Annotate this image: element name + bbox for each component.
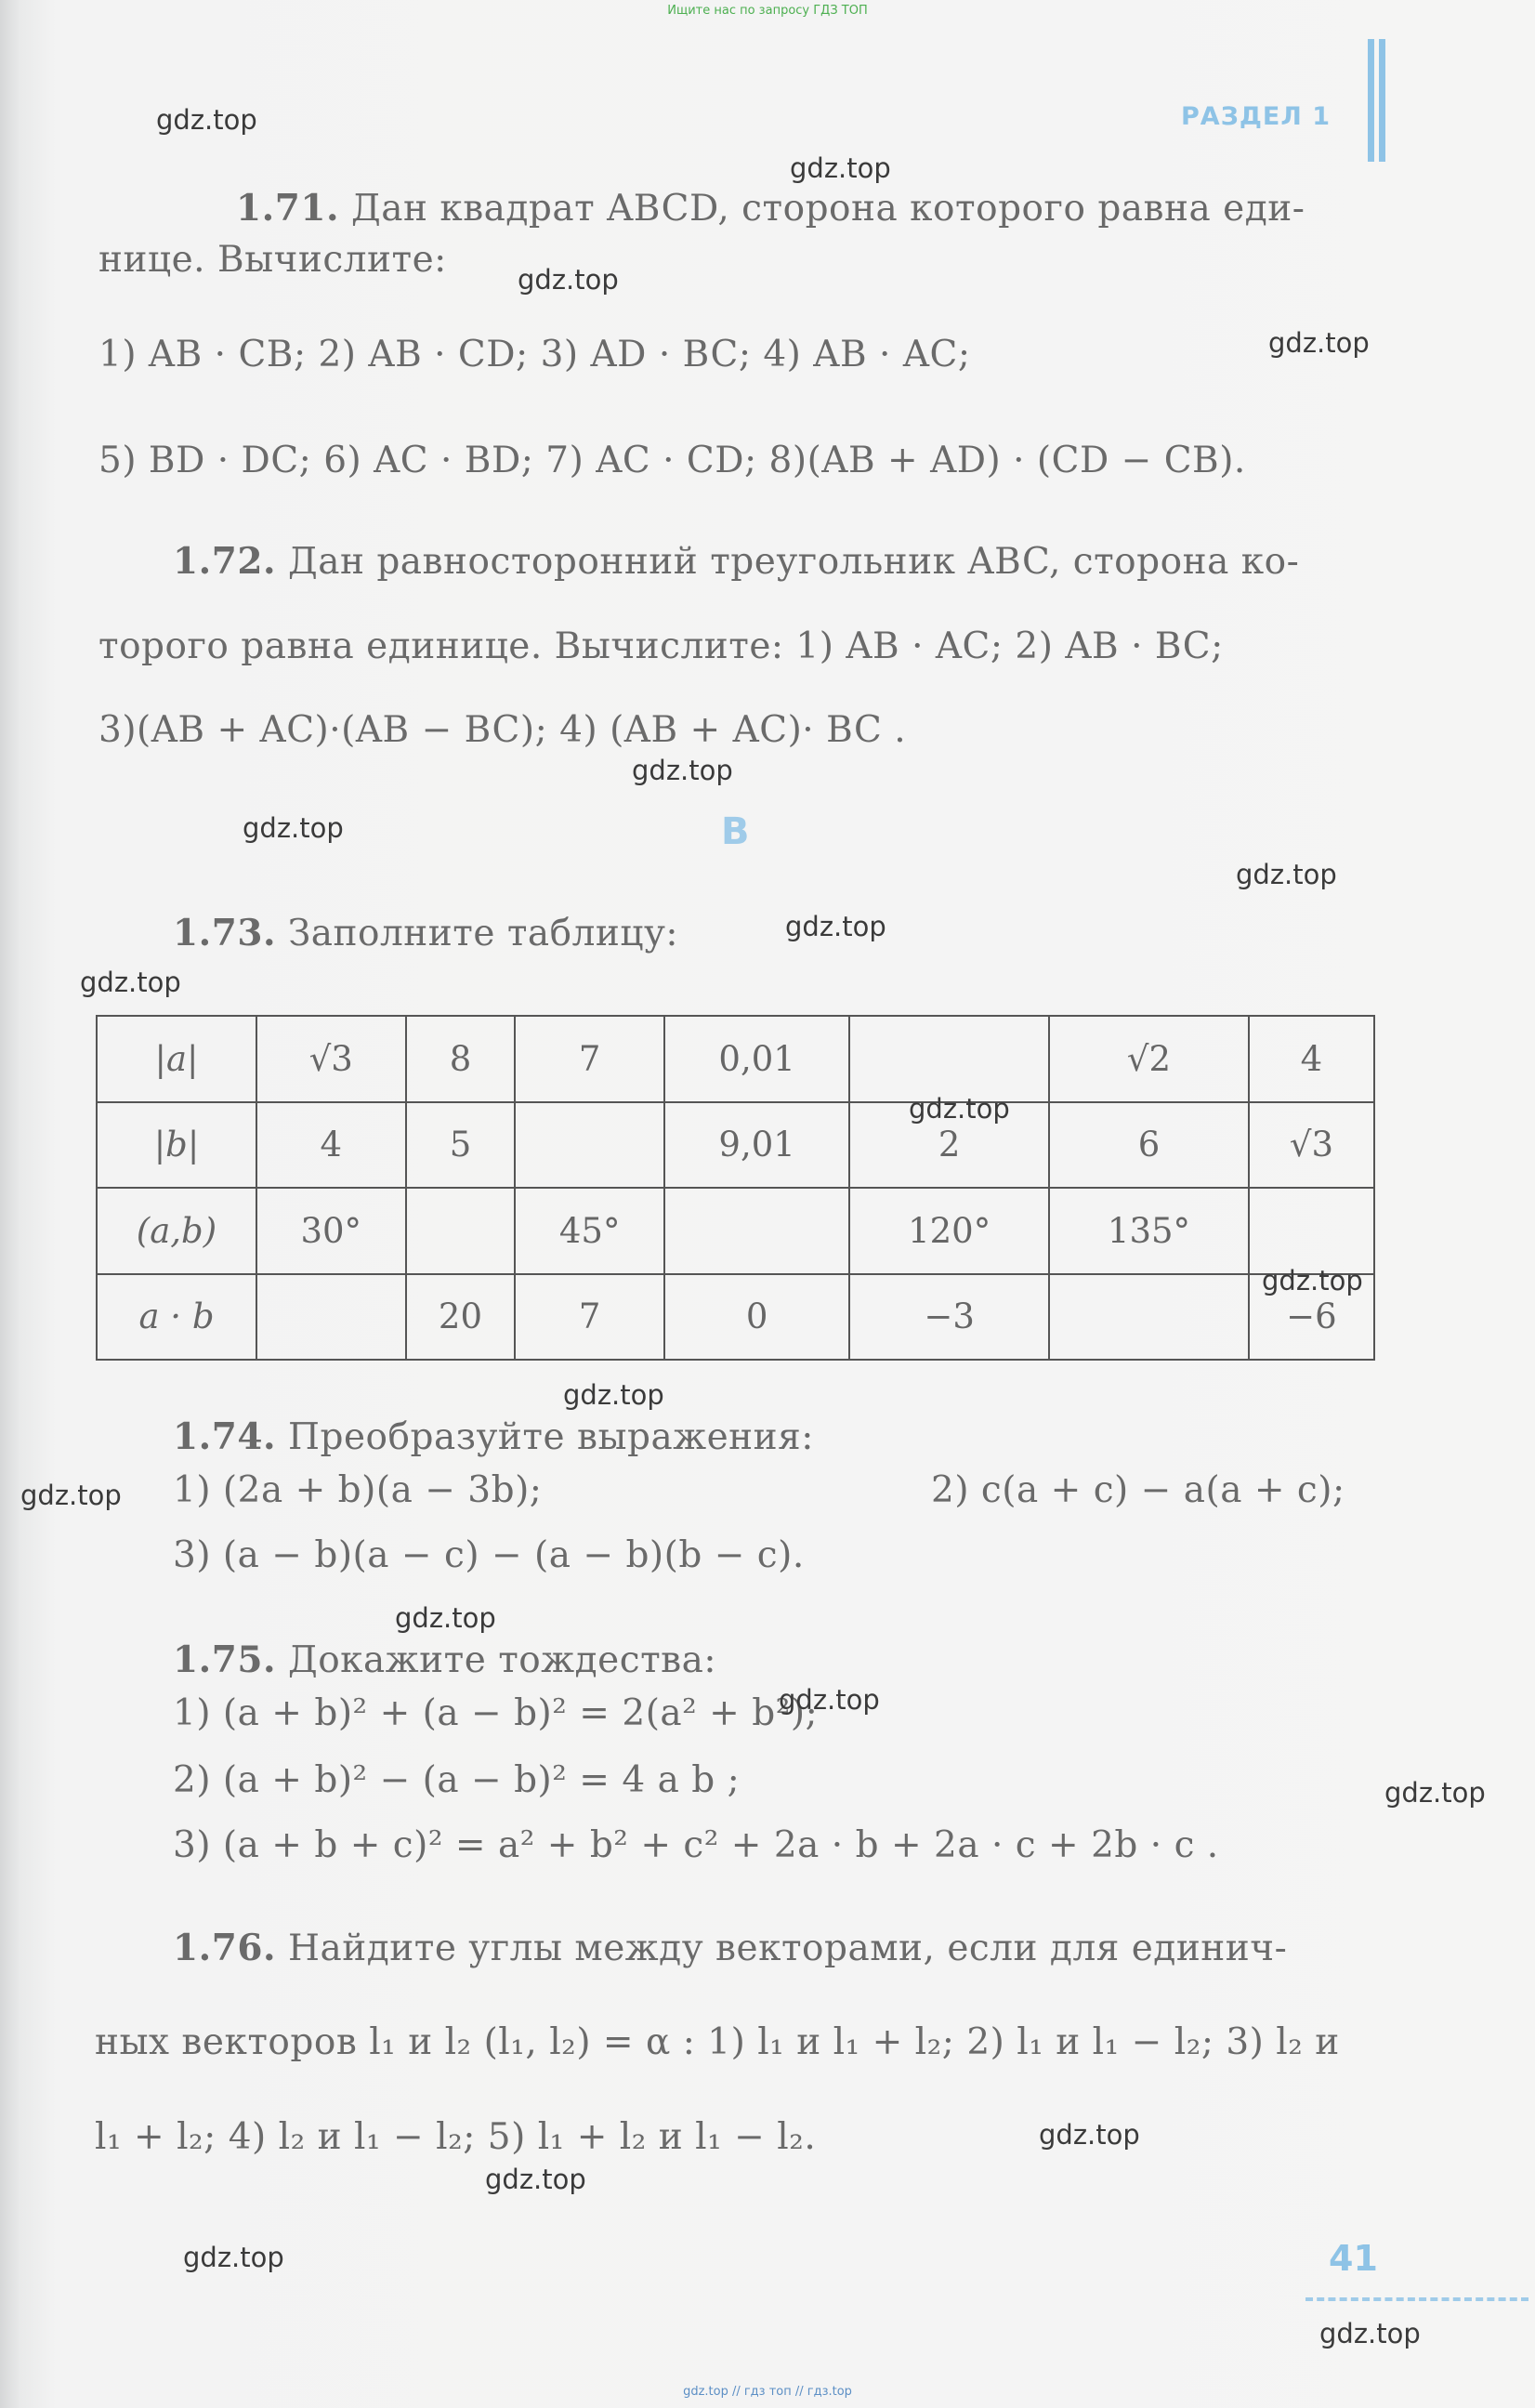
table-row (97, 1274, 1374, 1361)
problem-1-73-text: Заполните таблицу: (287, 913, 679, 954)
problem-1-74-expr2: 2) c(a + c) − a(a + c); (931, 1469, 1345, 1511)
table-row (97, 1188, 1374, 1274)
problem-1-75-expr2: 2) (a + b)² − (a − b)² = 4 a b ; (173, 1759, 741, 1801)
table-cell: 0,01 (664, 1016, 849, 1102)
section-bar-1 (1368, 39, 1374, 162)
table-cell (1249, 1188, 1374, 1274)
table-cell (849, 1016, 1049, 1102)
problem-1-76-number: 1.76. (173, 1927, 277, 1969)
table-cell: |b| (97, 1102, 256, 1189)
problem-1-72-number: 1.72. (173, 540, 277, 583)
watermark-text: gdz.top (1319, 2318, 1421, 2349)
table-cell (256, 1274, 406, 1361)
bottom-link[interactable]: gdz.top // гдз топ // гдз.top (683, 2385, 852, 2399)
watermark-text: gdz.top (518, 264, 619, 296)
table-cell: 7 (515, 1274, 664, 1361)
problem-1-71-text1: Дан квадрат ABCD, сторона которого равна еди- (350, 188, 1305, 230)
problem-1-75-line (173, 1638, 716, 1683)
table-cell: |a| (97, 1016, 256, 1102)
watermark-text: gdz.top (909, 1093, 1010, 1125)
table-cell: −3 (849, 1274, 1049, 1361)
watermark-text: gdz.top (80, 967, 181, 998)
table-cell: 7 (515, 1016, 664, 1102)
table-cell (664, 1188, 849, 1274)
table-cell (1049, 1274, 1249, 1361)
table-cell: 4 (1249, 1016, 1374, 1102)
table-row (97, 1016, 1374, 1102)
table-cell: −6 (1249, 1274, 1374, 1361)
table-cell: √3 (1249, 1102, 1374, 1189)
table-cell: 135° (1049, 1188, 1249, 1274)
problem-1-75-expr3: 3) (a + b + c)² = a² + b² + c² + 2a · b + 2a · c + 2b · c . (173, 1824, 1219, 1866)
watermark-text: gdz.top (1262, 1265, 1363, 1296)
problem-1-72-line3: 3)(AB + AC)·(AB − BC); 4) (AB + AC)· BC . (98, 709, 907, 751)
problem-1-74-expr1: 1) (2a + b)(a − 3b); (173, 1469, 543, 1511)
problem-1-76-line1 (173, 1926, 1287, 1971)
problem-1-74-expr3: 3) (a − b)(a − c) − (a − b)(b − c). (173, 1534, 805, 1576)
table-cell: 30° (256, 1188, 406, 1274)
top-search-link[interactable]: Ищите нас по запросу ГДЗ ТОП (667, 4, 868, 18)
table-cell: 0 (664, 1274, 849, 1361)
watermark-text: gdz.top (790, 152, 891, 184)
table-cell: √2 (1049, 1016, 1249, 1102)
table-cell: 120° (849, 1188, 1049, 1274)
problem-1-76-text1: Найдите углы между векторами, если для единич- (287, 1928, 1288, 1969)
table-row (97, 1102, 1374, 1189)
table-cell: a · b (97, 1274, 256, 1361)
watermark-text: gdz.top (1384, 1777, 1486, 1809)
section-bar-2 (1379, 39, 1385, 162)
watermark-text: gdz.top (395, 1602, 496, 1634)
table-cell (515, 1102, 664, 1189)
watermark-text: gdz.top (785, 911, 886, 942)
problem-1-76-line2: ных векторов l₁ и l₂ (l₁, l₂) = α : 1) l₁ и l₁ + l₂; 2) l₁ и l₁ − l₂; 3) l₂ и (95, 2021, 1340, 2063)
watermark-text: gdz.top (1236, 859, 1337, 890)
table-cell: (a,b) (97, 1188, 256, 1274)
problem-1-75-expr1: 1) (a + b)² + (a − b)² = 2(a² + b²); (173, 1692, 819, 1734)
table-cell: 8 (406, 1016, 516, 1102)
table-cell (406, 1188, 516, 1274)
table-cell: 4 (256, 1102, 406, 1189)
problem-1-72-line2: торого равна единице. Вычислите: 1) AB · AC; 2) AB · BC; (98, 625, 1224, 667)
problem-1-71-line1 (236, 186, 1305, 231)
block-heading-b: B (721, 810, 750, 853)
problem-1-75-number: 1.75. (173, 1638, 277, 1681)
problem-1-73-line (173, 911, 678, 956)
problem-1-74-number: 1.74. (173, 1415, 277, 1458)
table-cell: 45° (515, 1188, 664, 1274)
table-cell: 5 (406, 1102, 516, 1189)
problem-1-74-line (173, 1415, 814, 1460)
table-cell: 9,01 (664, 1102, 849, 1189)
watermark-text: gdz.top (183, 2242, 284, 2273)
watermark-text: gdz.top (156, 104, 257, 136)
table-cell: 2 (849, 1102, 1049, 1189)
section-label: РАЗДЕЛ 1 (1181, 102, 1331, 131)
page-number-dashes (1305, 2297, 1528, 2301)
table-cell: 6 (1049, 1102, 1249, 1189)
watermark-text: gdz.top (563, 1379, 664, 1411)
problem-1-74-text: Преобразуйте выражения: (287, 1416, 814, 1458)
problem-1-76-line3: l₁ + l₂; 4) l₂ и l₁ − l₂; 5) l₁ + l₂ и l₁ − l₂. (95, 2116, 817, 2158)
watermark-text: gdz.top (632, 755, 733, 786)
problem-1-72-line1 (173, 539, 1299, 585)
problem-1-72-text1: Дан равносторонний треугольник ABC, сторона ко- (287, 541, 1300, 583)
problem-1-73-number: 1.73. (173, 912, 277, 954)
watermark-text: gdz.top (20, 1480, 122, 1511)
watermark-text: gdz.top (243, 812, 344, 844)
problem-1-71-number: 1.71. (236, 187, 340, 230)
watermark-text: gdz.top (1268, 327, 1370, 359)
watermark-text: gdz.top (779, 1684, 880, 1716)
problem-1-71-line3: 1) AB · CB; 2) AB · CD; 3) AD · BC; 4) AB · AC; (98, 334, 971, 375)
watermark-text: gdz.top (1039, 2119, 1140, 2151)
problem-1-71-line2: нице. Вычислите: (98, 239, 447, 281)
problem-1-75-text: Докажите тождества: (287, 1639, 717, 1681)
table-cell: 20 (406, 1274, 516, 1361)
values-table (96, 1015, 1375, 1361)
page-number: 41 (1329, 2238, 1378, 2279)
problem-1-71-line4: 5) BD · DC; 6) AC · BD; 7) AC · CD; 8)(AB + AD) · (CD − CB). (98, 440, 1246, 481)
watermark-text: gdz.top (485, 2164, 586, 2195)
table-cell: √3 (256, 1016, 406, 1102)
